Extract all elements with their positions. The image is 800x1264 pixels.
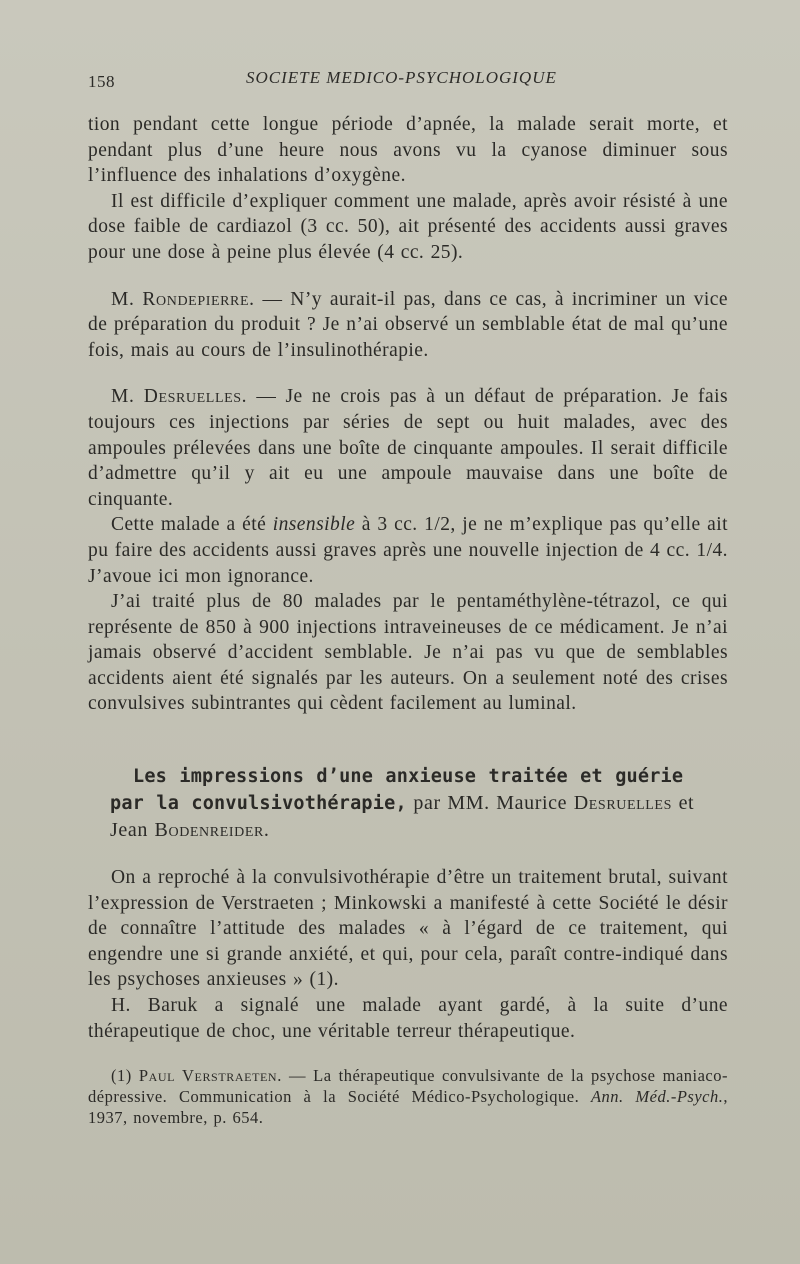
footnote-reference: (1) xyxy=(309,969,334,991)
text-run: , 1937, novembre, p. 654. xyxy=(88,1087,728,1128)
paragraph-desruelles xyxy=(88,384,728,512)
author-name: Desruelles xyxy=(573,792,672,815)
spacer xyxy=(88,363,728,384)
paragraph: Il est difficile d’expliquer comment une malade, après avoir résisté à une dose faible de cardiazol (3 cc. 50), ait présenté des accidents aussi graves pour une dose à peine plus élevée (4 cc. 25). xyxy=(88,190,728,263)
speaker-name: M. Desruelles. xyxy=(111,386,248,408)
running-head: SOCIETE MEDICO-PSYCHOLOGIQUE xyxy=(246,68,557,87)
page-number: 158 xyxy=(88,72,115,91)
text-run: — La thérapeutique convulsivante de la psychose maniaco-dépressive. Communication à la Société Médico-Psychologique. xyxy=(88,1066,728,1107)
emphasis: insensible xyxy=(272,514,356,536)
paragraph-rondepierre xyxy=(88,287,728,364)
text-run: On a reproché à la convulsivothérapie d’être un traitement brutal, suivant l’expression de Verstraeten ; Minkowski a manifesté à cette Société le désir de connaître l’attitude des malades « à l’égard de ce traitement, qui engendre une si grande anxiété, et qui, pour cela, paraît contre-indiqué dans les psychoses anxieuses » xyxy=(88,867,728,991)
section-title-text: Les impressions d’une anxieuse traitée et guérie par la convulsivothérapie, xyxy=(110,766,684,815)
paragraph: H. Baruk a signalé une malade ayant gardé, à la suite d’une thérapeutique de choc, une véritable terreur thérapeutique. xyxy=(88,995,728,1042)
spacer xyxy=(88,844,728,865)
spacer xyxy=(88,717,728,763)
paragraph: J’ai traité plus de 80 malades par le pentaméthylène-tétrazol, ce qui représente de 850 à 900 injections intraveineuses de ce médicament. Je n’ai jamais observé d’accident semblable. Je n’ai pas vu que de semblables accidents aient été signalés par les auteurs. On a seulement noté des crises convulsives subintrantes qui cèdent facilement au luminal. xyxy=(88,591,728,715)
text-run: à 3 cc. 1/2, je ne m’explique pas qu’elle ait pu faire des accidents aussi graves après une nouvelle injection de 4 cc. 1/4. J’avoue ici mon ignorance. xyxy=(88,514,728,587)
paragraph-continuation: tion pendant cette longue période d’apnée, la malade serait morte, et pendant plus d’une heure nous avons vu la cyanose diminuer sous l’influence des inhalations d’oxygène. xyxy=(88,114,728,187)
journal-name: Ann. Méd.-Psych. xyxy=(590,1087,724,1107)
footnote-author: Paul Verstraeten. xyxy=(138,1066,282,1086)
author-name: Bodenreider xyxy=(154,819,264,842)
speech-text: — Je ne crois pas à un défaut de préparation. Je fais toujours ces injections par séries de sept ou huit malades, avec des ampoules prélevées dans une boîte de cinquante ampoules. Il serait difficile d’admettre qu’il y ait eu une ampoule mauvaise dans une boîte de cinquante. xyxy=(88,386,728,510)
section-title xyxy=(88,763,728,844)
footnote-marker: (1) xyxy=(111,1066,139,1086)
page-header xyxy=(88,68,724,92)
footnote xyxy=(88,1065,728,1128)
byline-mid: et Jean xyxy=(110,792,695,842)
spacer xyxy=(88,266,728,287)
text-run: . xyxy=(333,969,339,991)
byline-prefix: par MM. Maurice xyxy=(406,792,574,815)
byline-end: . xyxy=(263,819,270,842)
paragraph xyxy=(88,512,728,589)
spacer xyxy=(88,1044,728,1065)
speech-text: — N’y aurait-il pas, dans ce cas, à incriminer un vice de préparation du produit ? Je n’ai observé un semblable état de mal qu’une fois, mais au cours de l’insulinothérapie. xyxy=(88,288,728,361)
page-body xyxy=(88,112,728,1128)
paragraph xyxy=(88,865,728,993)
text-run: Cette malade a été xyxy=(111,514,273,536)
speaker-name: M. Rondepierre. xyxy=(111,288,255,310)
